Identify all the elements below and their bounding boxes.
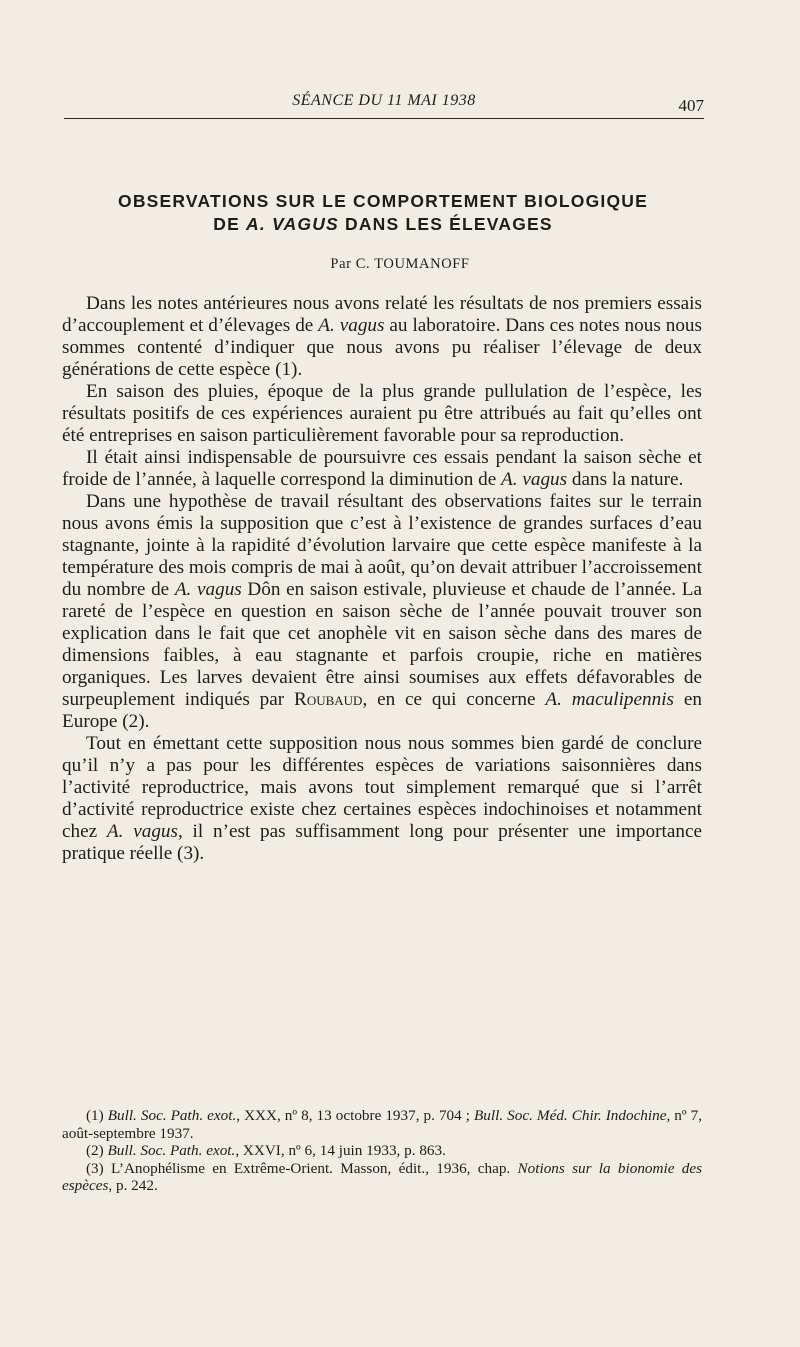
species-name: A. vagus [501,469,568,490]
footnote-1 [62,1107,702,1142]
title-line-2 [70,213,696,236]
paragraph-4-text-mid2: , en ce qui concerne [362,689,546,710]
footnote-text: , XXX, nº 8, 13 octobre 1937, p. 704 ; [236,1107,475,1124]
footnote-number: (2) [86,1142,108,1160]
species-name: A. vagus [174,579,242,600]
paragraph-1 [62,293,702,381]
footnote-text: L’Anophélisme en Extrême-Orient. Masson, édit., 1936, chap. [111,1159,518,1177]
page-number: 407 [678,96,704,115]
journal-name: Bull. Soc. Path. exot. [107,1142,236,1160]
paragraph-3-text: Il était ainsi indispensable de poursuivre ces essais pendant la saison sèche et froide de l’année, à laquelle correspond la diminution de [62,447,702,490]
journal-name: Bull. Soc. Path. exot. [107,1107,237,1124]
running-header [64,88,704,119]
paragraph-3-text-end: dans la nature. [567,469,684,490]
title-prefix: DE [213,214,240,234]
footnote-number: (3) [86,1159,112,1177]
paragraph-2: En saison des pluies, époque de la plus grande pullulation de l’espèce, les résultats positifs de ces expériences auraient pu être attribués au fait qu’elles ont été entreprises en saison particulièrement favorable pour sa reproduction. [62,381,702,446]
title-species: A. VAGUS [246,214,339,234]
paragraph-5 [62,733,702,865]
paragraph-4-text: Dans une hypothèse de travail résultant des observations faites sur le terrain nous avons émis la supposition que c’est à l’existence de grandes surfaces d’eau stagnante, jointe à la rapidité d’évolution larvaire que cette espèce manifeste à la température des mois compris de mai à août, qu’on devait attribuer l’accroissement du nombre de [62,491,702,600]
species-name: A. vagus [318,315,385,336]
footnote-text: , XXVI, nº 6, 14 juin 1933, p. 863. [235,1142,446,1160]
footnote-text: nº 7, août-septembre 1937. [62,1107,703,1142]
footnote-3 [62,1160,702,1195]
paragraph-3 [62,447,702,491]
paragraph-1-text-end: au laboratoire. Dans ces notes nous nous sommes contenté d’indiquer que nous avons pu réaliser l’élevage de deux générations de cette espèce (1). [62,315,702,380]
author-byline: Par C. TOUMANOFF [330,256,470,272]
paragraph-4-text-end: en Europe (2). [62,689,702,732]
paragraph-4 [62,491,702,733]
paragraph-5-text-end: , il n’est pas suffisamment long pour présenter une importance pratique réelle (3). [62,821,702,864]
cited-author: Roubaud [294,689,363,710]
paragraph-4-text-mid: Dôn en saison estivale, pluvieuse et chaude de l’année. La rareté de l’espèce en question en saison sèche de l’année pouvait trouver son explication dans le fait que cet anophèle vit en saison sèche dans des mares de dimensions faibles, à eau stagnante et parfois croupie, riche en matières organiques. Les larves devaient être ainsi soumises aux effets défavorables de surpeuplement indiqués par [62,579,702,710]
paragraph-1-text: Dans les notes antérieures nous avons relaté les résultats de nos premiers essais d’accouplement et d’élevages de [62,293,702,336]
journal-name: Bull. Soc. Méd. Chir. Indochine, [474,1107,671,1124]
article-title [70,190,696,236]
footnotes [62,1107,702,1195]
article-body [62,293,702,865]
title-line-1: OBSERVATIONS SUR LE COMPORTEMENT BIOLOGIQUE [118,191,648,211]
running-title: SÉANCE DU 11 MAI 1938 [292,92,476,109]
species-name: A. maculipennis [545,689,675,710]
footnote-number: (1) [86,1107,108,1124]
chapter-title: Notions sur la bionomie des espèces [62,1159,702,1195]
footnote-2 [62,1142,702,1160]
footnote-text: , p. 242. [108,1177,158,1195]
species-name: A. vagus [106,821,178,842]
title-suffix: DANS LES ÉLEVAGES [345,214,553,234]
paragraph-5-text: Tout en émettant cette supposition nous nous sommes bien gardé de conclure qu’il n’y a pas pour les différentes espèces de variations saisonnières dans l’activité reproductrice, mais avons tout simplement remarqué que si l’arrêt d’activité reproductrice existe chez certaines espèces indochinoises et notamment chez [62,733,702,842]
